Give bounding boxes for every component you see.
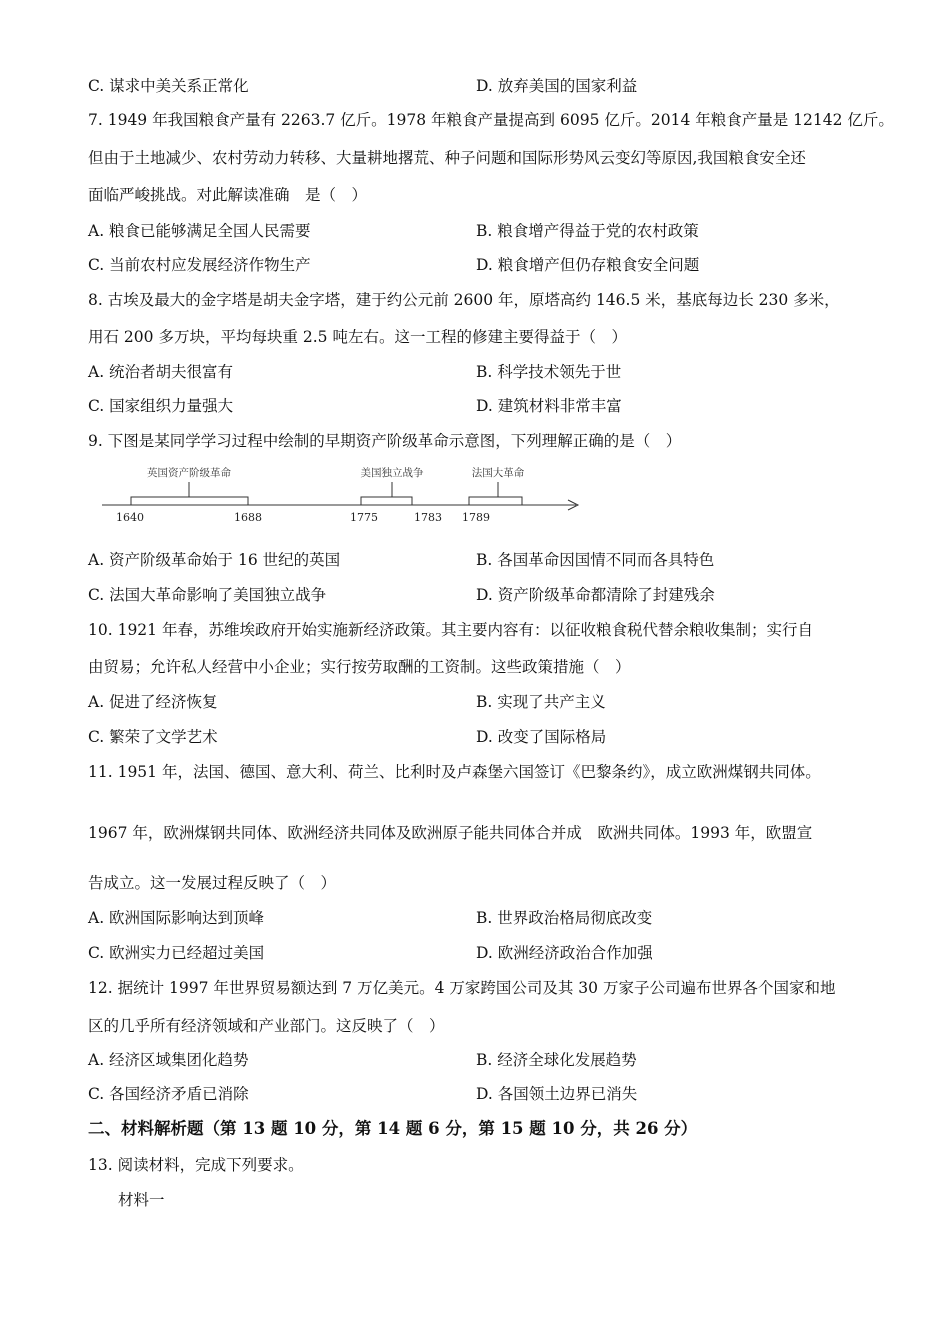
q7-stem-line1: 7. 1949 年我国粮食产量有 2263.7 亿斤。1978 年粮食产量提高到 6095 亿斤。2014 年粮食产量是 12142 亿斤。	[88, 111, 894, 129]
q8-option-d[interactable]: D. 建筑材料非常丰富	[476, 397, 622, 415]
year-1775: 1775	[350, 511, 378, 524]
q10-option-b[interactable]: B. 实现了共产主义	[476, 693, 606, 711]
q8-option-c[interactable]: C. 国家组织力量强大	[88, 397, 234, 415]
q12-stem-line2: 区的几乎所有经济领域和产业部门。这反映了（ ）	[88, 1017, 445, 1035]
q8-option-b[interactable]: B. 科学技术领先于世	[476, 363, 622, 381]
year-1783: 1783	[414, 511, 442, 524]
q11-option-d[interactable]: D. 欧洲经济政治合作加强	[476, 944, 653, 962]
revolution-timeline-diagram	[98, 462, 588, 526]
q7-stem-line3: 面临严峻挑战。对此解读准确 是（ ）	[88, 186, 368, 204]
q10-stem-line2: 由贸易；允许私人经营中小企业；实行按劳取酬的工资制。这些政策措施（ ）	[88, 658, 631, 676]
q10-option-c[interactable]: C. 繁荣了文学艺术	[88, 728, 218, 746]
section-2-heading: 二、材料解析题（第 13 题 10 分，第 14 题 6 分，第 15 题 10 分，共 26 分）	[88, 1119, 698, 1138]
england-bracket	[131, 497, 248, 505]
q12-option-b[interactable]: B. 经济全球化发展趋势	[476, 1051, 637, 1069]
q12-option-c[interactable]: C. 各国经济矛盾已消除	[88, 1085, 249, 1103]
label-england-revolution: 英国资产阶级革命	[147, 467, 231, 479]
q11-stem-line1: 11. 1951 年，法国、德国、意大利、荷兰、比利时及卢森堡六国签订《巴黎条约》，成立欧洲煤钢共同体。	[88, 763, 821, 781]
q6-option-d[interactable]: D. 放弃美国的国家利益	[476, 77, 638, 95]
year-1640: 1640	[116, 511, 144, 524]
q11-option-b[interactable]: B. 世界政治格局彻底改变	[476, 909, 653, 927]
q9-stem-line1: 9. 下图是某同学学习过程中绘制的早期资产阶级革命示意图，下列理解正确的是（ ）	[88, 432, 682, 450]
q12-option-d[interactable]: D. 各国领土边界已消失	[476, 1085, 638, 1103]
label-french-revolution: 法国大革命	[471, 467, 525, 479]
q7-stem-line2: 但由于土地减少、农村劳动力转移、大量耕地撂荒、种子问题和国际形势风云变幻等原因,我国粮食安全还	[88, 149, 806, 167]
q11-stem-line2: 1967 年，欧洲煤钢共同体、欧洲经济共同体及欧洲原子能共同体合并成 欧洲共同体。1993 年，欧盟宣	[88, 824, 813, 842]
q11-option-a[interactable]: A. 欧洲国际影响达到顶峰	[88, 909, 265, 927]
q9-option-c[interactable]: C. 法国大革命影响了美国独立战争	[88, 586, 327, 604]
america-bracket	[361, 497, 412, 505]
q11-stem-line3: 告成立。这一发展过程反映了（ ）	[88, 874, 337, 892]
q8-stem-line2: 用石 200 多万块，平均每块重 2.5 吨左右。这一工程的修建主要得益于（ ）	[88, 328, 627, 346]
q7-option-d[interactable]: D. 粮食增产但仍存粮食安全问题	[476, 256, 700, 274]
q13-material-1-label: 材料一	[118, 1191, 165, 1209]
q12-option-a[interactable]: A. 经济区域集团化趋势	[88, 1051, 249, 1069]
year-1688: 1688	[234, 511, 262, 524]
q12-stem-line1: 12. 据统计 1997 年世界贸易额达到 7 万亿美元。4 万家跨国公司及其 30 万家子公司遍布世界各个国家和地	[88, 979, 836, 997]
q10-option-a[interactable]: A. 促进了经济恢复	[88, 693, 218, 711]
q11-option-c[interactable]: C. 欧洲实力已经超过美国	[88, 944, 265, 962]
q8-stem-line1: 8. 古埃及最大的金字塔是胡夫金字塔，建于约公元前 2600 年，原塔高约 146.5 米，基底每边长 230 多米，	[88, 291, 840, 309]
q10-option-d[interactable]: D. 改变了国际格局	[476, 728, 607, 746]
label-american-war: 美国独立战争	[360, 467, 424, 479]
q10-stem-line1: 10. 1921 年春，苏维埃政府开始实施新经济政策。其主要内容有：以征收粮食税代替余粮收集制；实行自	[88, 621, 813, 639]
q7-option-a[interactable]: A. 粮食已能够满足全国人民需要	[88, 222, 311, 240]
q8-option-a[interactable]: A. 统治者胡夫很富有	[88, 363, 234, 381]
q7-option-c[interactable]: C. 当前农村应发展经济作物生产	[88, 256, 311, 274]
q6-option-c[interactable]: C. 谋求中美关系正常化	[88, 77, 249, 95]
year-1789: 1789	[462, 511, 490, 524]
q7-option-b[interactable]: B. 粮食增产得益于党的农村政策	[476, 222, 699, 240]
france-bracket	[469, 497, 522, 505]
q13-stem: 13. 阅读材料，完成下列要求。	[88, 1156, 304, 1174]
q9-option-d[interactable]: D. 资产阶级革命都清除了封建残余	[476, 586, 715, 604]
q9-option-b[interactable]: B. 各国革命因国情不同而各具特色	[476, 551, 715, 569]
q9-option-a[interactable]: A. 资产阶级革命始于 16 世纪的英国	[88, 551, 341, 569]
